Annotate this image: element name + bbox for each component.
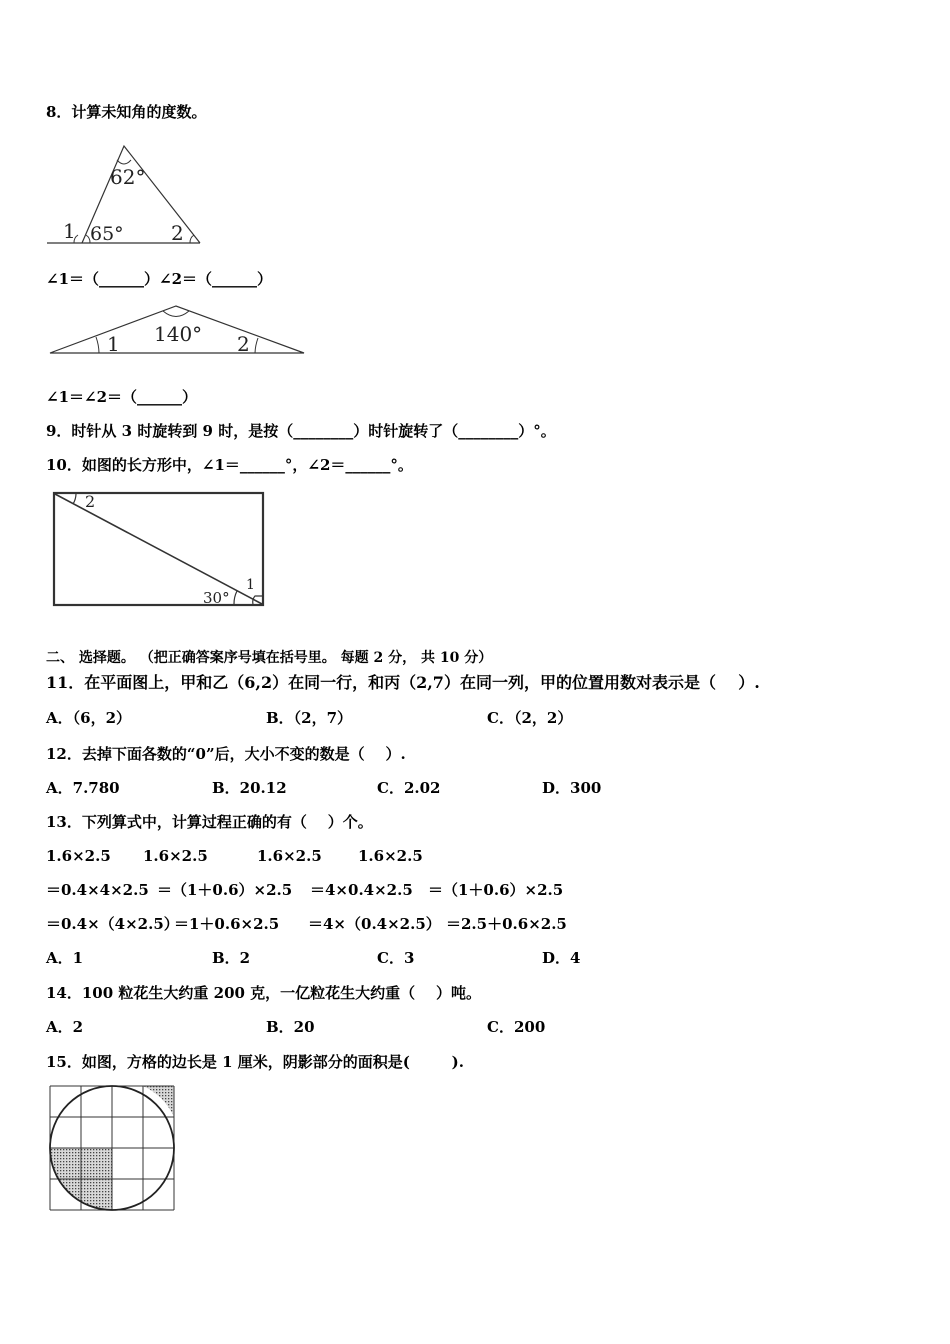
q12-option-c: C．2.02 — [377, 779, 441, 797]
q13-option-d: D．4 — [542, 949, 581, 967]
q8-fig1-angle2-label: 2 — [171, 221, 184, 245]
q10-angle30-label: 30° — [203, 589, 230, 607]
q13-r2-c1: ＝0.4×4×2.5 — [46, 881, 149, 899]
q8-answer1: ∠1＝（______）∠2＝（______） — [46, 270, 273, 288]
q11-option-c: C．（2，2） — [487, 709, 573, 727]
q12-option-a: A．7.780 — [46, 779, 120, 797]
q13-option-c: C．3 — [377, 949, 415, 967]
q13-r2-c2: ＝（1＋0.6）×2.5 — [157, 881, 293, 899]
q13-r3-c4: ＝2.5＋0.6×2.5 — [446, 915, 567, 933]
q13-option-b: B．2 — [212, 949, 251, 967]
q12-option-b: B．20.12 — [212, 779, 287, 797]
q12-stem: 12．去掉下面各数的“0”后，大小不变的数是（ ）. — [46, 745, 406, 763]
q13-r3-c1: ＝0.4×（4×2.5） — [46, 915, 179, 933]
q13-r1-c2: 1.6×2.5 — [143, 847, 208, 865]
section2-heading: 二、 选择题。 （把正确答案序号填在括号里。 每题 2 分， 共 10 分） — [46, 650, 493, 666]
q13-r2-c4: ＝（1＋0.6）×2.5 — [428, 881, 564, 899]
q15-stem: 15．如图，方格的边长是 1 厘米，阴影部分的面积是( ). — [46, 1053, 464, 1071]
q14-option-b: B．20 — [266, 1018, 315, 1036]
q13-r2-c3: ＝4×0.4×2.5 — [310, 881, 413, 899]
q8-fig1-top-label: 62° — [110, 165, 146, 189]
q13-option-a: A．1 — [46, 949, 84, 967]
q14-option-a: A．2 — [46, 1018, 84, 1036]
q12-option-d: D．300 — [542, 779, 602, 797]
q13-r3-c2: ＝1＋0.6×2.5 — [174, 915, 280, 933]
q8-fig2-angle1-label: 1 — [107, 332, 120, 356]
q11-option-a: A．（6，2） — [46, 709, 132, 727]
q8-fig1-left-label: 65° — [90, 223, 124, 245]
q8-answer2: ∠1＝∠2＝（______） — [46, 388, 198, 406]
q13-r1-c4: 1.6×2.5 — [358, 847, 423, 865]
q13-stem: 13．下列算式中，计算过程正确的有（ ）个。 — [46, 813, 373, 831]
q10-text: 10．如图的长方形中，∠1＝______°，∠2＝______°。 — [46, 456, 413, 474]
q8-fig2-angle2-label: 2 — [237, 332, 250, 356]
q8-fig1-angle1-label: 1 — [63, 219, 76, 243]
q10-angle2-label: 2 — [85, 492, 96, 511]
q8-fig2-top-label: 140° — [154, 322, 203, 346]
q11-option-b: B．（2，7） — [266, 709, 353, 727]
q14-option-c: C．200 — [487, 1018, 546, 1036]
q13-r3-c3: ＝4×（0.4×2.5） — [308, 915, 441, 933]
q14-stem: 14．100 粒花生大约重 200 克，一亿粒花生大约重（ ）吨。 — [46, 984, 482, 1002]
q9-text: 9．时针从 3 时旋转到 9 时，是按（________）时针旋转了（________）°。 — [46, 422, 556, 440]
q8-title: 8．计算未知角的度数。 — [46, 103, 207, 121]
q13-r1-c3: 1.6×2.5 — [257, 847, 322, 865]
q13-r1-c1: 1.6×2.5 — [46, 847, 111, 865]
q11-stem: 11．在平面图上，甲和乙（6,2）在同一行，和丙（2,7）在同一列，甲的位置用数对表示是（ ）. — [46, 673, 760, 692]
q10-angle1-label: 1 — [246, 577, 255, 593]
